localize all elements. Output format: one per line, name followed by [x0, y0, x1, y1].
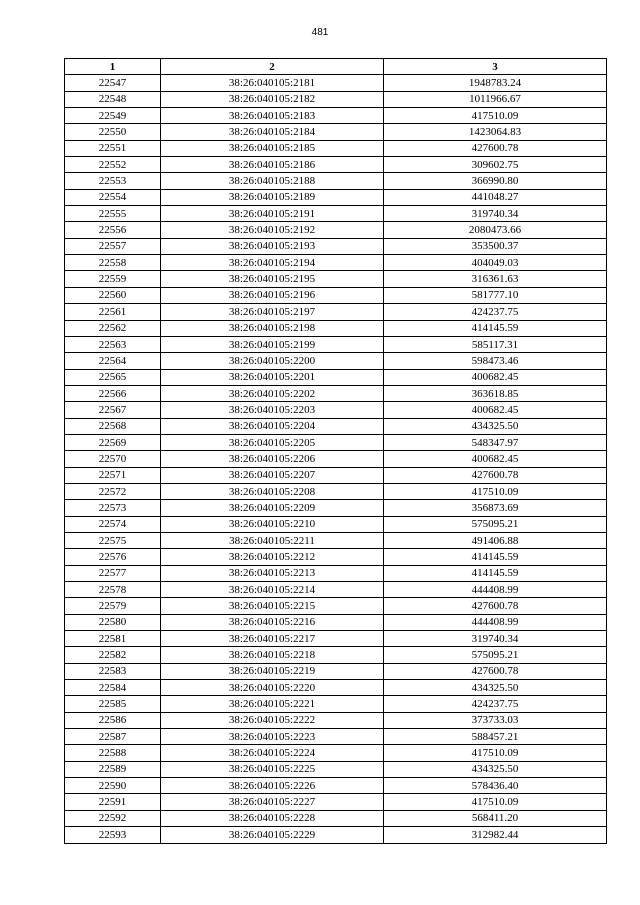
cadastral-number-cell: 38:26:040105:2220 [161, 680, 384, 696]
value-cell: 366990.80 [384, 173, 607, 189]
column-header-3: 3 [384, 59, 607, 75]
cadastral-number-cell: 38:26:040105:2207 [161, 467, 384, 483]
value-cell: 400682.45 [384, 451, 607, 467]
value-cell: 585117.31 [384, 336, 607, 352]
value-cell: 404049.03 [384, 255, 607, 271]
row-number-cell: 22566 [65, 385, 161, 401]
data-table [64, 58, 607, 844]
value-cell: 1011966.67 [384, 91, 607, 107]
table-row [65, 696, 607, 712]
table-row [65, 353, 607, 369]
value-cell: 417510.09 [384, 108, 607, 124]
table-row [65, 794, 607, 810]
cadastral-number-cell: 38:26:040105:2208 [161, 483, 384, 499]
value-cell: 414145.59 [384, 565, 607, 581]
table-row [65, 320, 607, 336]
cadastral-number-cell: 38:26:040105:2197 [161, 304, 384, 320]
row-number-cell: 22547 [65, 75, 161, 91]
table-row [65, 385, 607, 401]
value-cell: 373733.03 [384, 712, 607, 728]
row-number-cell: 22552 [65, 157, 161, 173]
table-row [65, 467, 607, 483]
value-cell: 414145.59 [384, 549, 607, 565]
table-row [65, 532, 607, 548]
table-body [65, 75, 607, 843]
cadastral-number-cell: 38:26:040105:2195 [161, 271, 384, 287]
row-number-cell: 22550 [65, 124, 161, 140]
table-row [65, 336, 607, 352]
row-number-cell: 22554 [65, 189, 161, 205]
cadastral-number-cell: 38:26:040105:2200 [161, 353, 384, 369]
cadastral-number-cell: 38:26:040105:2206 [161, 451, 384, 467]
cadastral-number-cell: 38:26:040105:2202 [161, 385, 384, 401]
row-number-cell: 22569 [65, 434, 161, 450]
value-cell: 588457.21 [384, 729, 607, 745]
cadastral-number-cell: 38:26:040105:2189 [161, 189, 384, 205]
table-header [65, 59, 607, 75]
value-cell: 427600.78 [384, 598, 607, 614]
row-number-cell: 22567 [65, 402, 161, 418]
row-number-cell: 22565 [65, 369, 161, 385]
table-row [65, 451, 607, 467]
row-number-cell: 22590 [65, 778, 161, 794]
row-number-cell: 22564 [65, 353, 161, 369]
row-number-cell: 22548 [65, 91, 161, 107]
table-row [65, 663, 607, 679]
row-number-cell: 22557 [65, 238, 161, 254]
value-cell: 427600.78 [384, 467, 607, 483]
cadastral-number-cell: 38:26:040105:2210 [161, 516, 384, 532]
row-number-cell: 22553 [65, 173, 161, 189]
value-cell: 434325.50 [384, 680, 607, 696]
table-row [65, 255, 607, 271]
table-row [65, 206, 607, 222]
value-cell: 568411.20 [384, 810, 607, 826]
row-number-cell: 22580 [65, 614, 161, 630]
value-cell: 2080473.66 [384, 222, 607, 238]
table-row [65, 761, 607, 777]
value-cell: 491406.88 [384, 532, 607, 548]
cadastral-number-cell: 38:26:040105:2228 [161, 810, 384, 826]
row-number-cell: 22558 [65, 255, 161, 271]
table-row [65, 402, 607, 418]
row-number-cell: 22577 [65, 565, 161, 581]
row-number-cell: 22555 [65, 206, 161, 222]
cadastral-number-cell: 38:26:040105:2181 [161, 75, 384, 91]
cadastral-number-cell: 38:26:040105:2192 [161, 222, 384, 238]
table-row [65, 369, 607, 385]
value-cell: 581777.10 [384, 287, 607, 303]
table-row [65, 434, 607, 450]
value-cell: 353500.37 [384, 238, 607, 254]
table-row [65, 516, 607, 532]
table-row [65, 680, 607, 696]
row-number-cell: 22582 [65, 647, 161, 663]
table-row [65, 565, 607, 581]
table-row [65, 238, 607, 254]
cadastral-number-cell: 38:26:040105:2191 [161, 206, 384, 222]
cadastral-number-cell: 38:26:040105:2204 [161, 418, 384, 434]
cadastral-number-cell: 38:26:040105:2199 [161, 336, 384, 352]
cadastral-number-cell: 38:26:040105:2221 [161, 696, 384, 712]
table-row [65, 189, 607, 205]
cadastral-number-cell: 38:26:040105:2217 [161, 631, 384, 647]
cadastral-number-cell: 38:26:040105:2222 [161, 712, 384, 728]
value-cell: 424237.75 [384, 696, 607, 712]
row-number-cell: 22571 [65, 467, 161, 483]
value-cell: 444408.99 [384, 614, 607, 630]
table-row [65, 827, 607, 843]
cadastral-number-cell: 38:26:040105:2194 [161, 255, 384, 271]
row-number-cell: 22562 [65, 320, 161, 336]
value-cell: 400682.45 [384, 402, 607, 418]
table-row [65, 304, 607, 320]
value-cell: 417510.09 [384, 483, 607, 499]
cadastral-number-cell: 38:26:040105:2214 [161, 582, 384, 598]
table-row [65, 745, 607, 761]
table-row [65, 271, 607, 287]
value-cell: 434325.50 [384, 761, 607, 777]
row-number-cell: 22588 [65, 745, 161, 761]
value-cell: 319740.34 [384, 631, 607, 647]
value-cell: 598473.46 [384, 353, 607, 369]
row-number-cell: 22570 [65, 451, 161, 467]
cadastral-number-cell: 38:26:040105:2224 [161, 745, 384, 761]
row-number-cell: 22586 [65, 712, 161, 728]
row-number-cell: 22560 [65, 287, 161, 303]
row-number-cell: 22593 [65, 827, 161, 843]
table-row [65, 75, 607, 91]
row-number-cell: 22561 [65, 304, 161, 320]
value-cell: 575095.21 [384, 516, 607, 532]
value-cell: 1423064.83 [384, 124, 607, 140]
table-row [65, 483, 607, 499]
row-number-cell: 22591 [65, 794, 161, 810]
cadastral-number-cell: 38:26:040105:2198 [161, 320, 384, 336]
cadastral-number-cell: 38:26:040105:2196 [161, 287, 384, 303]
cadastral-number-cell: 38:26:040105:2227 [161, 794, 384, 810]
value-cell: 427600.78 [384, 663, 607, 679]
row-number-cell: 22584 [65, 680, 161, 696]
row-number-cell: 22568 [65, 418, 161, 434]
table-row [65, 108, 607, 124]
cadastral-number-cell: 38:26:040105:2205 [161, 434, 384, 450]
value-cell: 319740.34 [384, 206, 607, 222]
row-number-cell: 22592 [65, 810, 161, 826]
value-cell: 309602.75 [384, 157, 607, 173]
table-row [65, 549, 607, 565]
table-row [65, 287, 607, 303]
table-row [65, 712, 607, 728]
cadastral-number-cell: 38:26:040105:2215 [161, 598, 384, 614]
value-cell: 427600.78 [384, 140, 607, 156]
cadastral-number-cell: 38:26:040105:2184 [161, 124, 384, 140]
value-cell: 441048.27 [384, 189, 607, 205]
row-number-cell: 22556 [65, 222, 161, 238]
table-row [65, 582, 607, 598]
row-number-cell: 22575 [65, 532, 161, 548]
value-cell: 312982.44 [384, 827, 607, 843]
row-number-cell: 22576 [65, 549, 161, 565]
value-cell: 444408.99 [384, 582, 607, 598]
cadastral-number-cell: 38:26:040105:2218 [161, 647, 384, 663]
value-cell: 400682.45 [384, 369, 607, 385]
cadastral-number-cell: 38:26:040105:2212 [161, 549, 384, 565]
cadastral-number-cell: 38:26:040105:2211 [161, 532, 384, 548]
cadastral-number-cell: 38:26:040105:2209 [161, 500, 384, 516]
table-row [65, 614, 607, 630]
column-header-1: 1 [65, 59, 161, 75]
table-row [65, 778, 607, 794]
row-number-cell: 22572 [65, 483, 161, 499]
value-cell: 417510.09 [384, 794, 607, 810]
table-row [65, 729, 607, 745]
cadastral-number-cell: 38:26:040105:2216 [161, 614, 384, 630]
table-row [65, 810, 607, 826]
cadastral-number-cell: 38:26:040105:2229 [161, 827, 384, 843]
cadastral-number-cell: 38:26:040105:2223 [161, 729, 384, 745]
table-row [65, 124, 607, 140]
row-number-cell: 22585 [65, 696, 161, 712]
value-cell: 363618.85 [384, 385, 607, 401]
header-row [65, 59, 607, 75]
value-cell: 434325.50 [384, 418, 607, 434]
row-number-cell: 22581 [65, 631, 161, 647]
row-number-cell: 22574 [65, 516, 161, 532]
table-row [65, 140, 607, 156]
table-row [65, 418, 607, 434]
cadastral-number-cell: 38:26:040105:2186 [161, 157, 384, 173]
table-row [65, 173, 607, 189]
table-row [65, 647, 607, 663]
row-number-cell: 22563 [65, 336, 161, 352]
cadastral-number-cell: 38:26:040105:2193 [161, 238, 384, 254]
row-number-cell: 22589 [65, 761, 161, 777]
cadastral-number-cell: 38:26:040105:2226 [161, 778, 384, 794]
value-cell: 424237.75 [384, 304, 607, 320]
cadastral-number-cell: 38:26:040105:2185 [161, 140, 384, 156]
value-cell: 1948783.24 [384, 75, 607, 91]
cadastral-number-cell: 38:26:040105:2225 [161, 761, 384, 777]
table-row [65, 222, 607, 238]
cadastral-number-cell: 38:26:040105:2219 [161, 663, 384, 679]
value-cell: 316361.63 [384, 271, 607, 287]
value-cell: 548347.97 [384, 434, 607, 450]
column-header-2: 2 [161, 59, 384, 75]
cadastral-number-cell: 38:26:040105:2183 [161, 108, 384, 124]
cadastral-number-cell: 38:26:040105:2182 [161, 91, 384, 107]
value-cell: 575095.21 [384, 647, 607, 663]
table-row [65, 500, 607, 516]
cadastral-number-cell: 38:26:040105:2201 [161, 369, 384, 385]
row-number-cell: 22549 [65, 108, 161, 124]
cadastral-number-cell: 38:26:040105:2188 [161, 173, 384, 189]
row-number-cell: 22587 [65, 729, 161, 745]
row-number-cell: 22551 [65, 140, 161, 156]
table-row [65, 157, 607, 173]
row-number-cell: 22559 [65, 271, 161, 287]
cadastral-number-cell: 38:26:040105:2213 [161, 565, 384, 581]
row-number-cell: 22579 [65, 598, 161, 614]
row-number-cell: 22573 [65, 500, 161, 516]
table-row [65, 91, 607, 107]
page-number: 481 [311, 27, 329, 38]
row-number-cell: 22583 [65, 663, 161, 679]
value-cell: 578436.40 [384, 778, 607, 794]
table-row [65, 598, 607, 614]
cadastral-number-cell: 38:26:040105:2203 [161, 402, 384, 418]
value-cell: 417510.09 [384, 745, 607, 761]
table-row [65, 631, 607, 647]
value-cell: 356873.69 [384, 500, 607, 516]
value-cell: 414145.59 [384, 320, 607, 336]
row-number-cell: 22578 [65, 582, 161, 598]
